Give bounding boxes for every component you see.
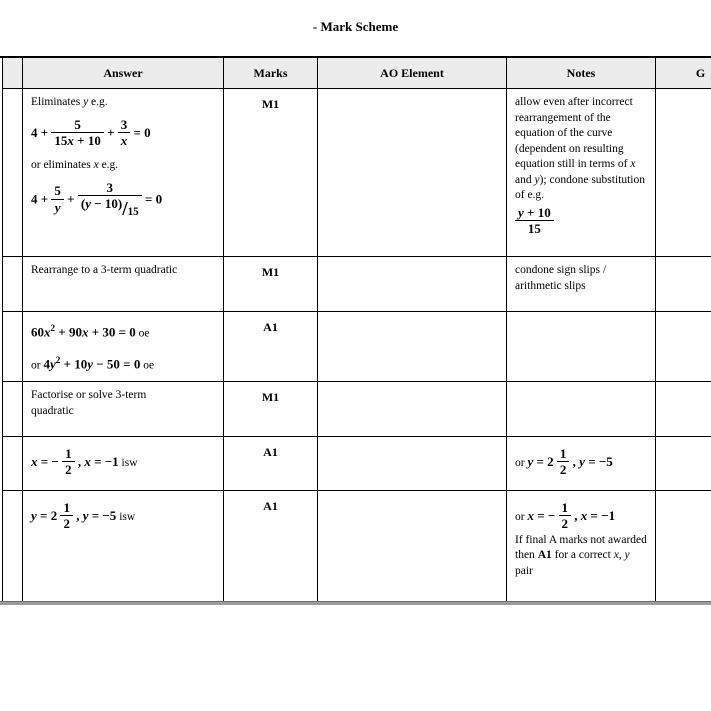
cell-r6-stub xyxy=(3,491,23,604)
header-ao-element: AO Element xyxy=(318,58,507,89)
equation-eliminate-y: 4 + $\frac{5}{15x + 10}$ + $\frac{3}{x}$ = 0 xyxy=(31,116,151,148)
notes-final-marks-text: If final A marks not awarded then A1 for a correct x, y pair xyxy=(515,533,647,577)
equation-y-roots: y = 2 $\frac{1}{2}$ , y = −5 isw xyxy=(31,500,136,532)
cell-r4-stub xyxy=(3,382,23,437)
cell-r1-stub xyxy=(3,89,23,257)
cell-r6-ao xyxy=(318,491,507,604)
cell-r2-stub xyxy=(3,257,23,312)
cell-r6-notes xyxy=(507,491,656,604)
cell-r4-ao xyxy=(318,382,507,437)
table-row xyxy=(3,312,711,382)
cell-r2-notes: condone sign slips / arithmetic slips xyxy=(507,257,656,312)
cell-r3-ao xyxy=(318,312,507,382)
cell-r1-marks: M1 xyxy=(224,89,318,257)
cell-r3-answer xyxy=(23,312,224,382)
table-row xyxy=(3,257,711,312)
header-question-stub xyxy=(3,58,23,89)
cell-r5-guidance xyxy=(656,437,711,491)
cell-r1-answer xyxy=(23,89,224,257)
cell-r5-answer xyxy=(23,437,224,491)
cell-r6-guidance xyxy=(656,491,711,604)
equation-x-roots: x = − $\frac{1}{2}$ , x = −1 isw xyxy=(31,446,138,478)
cell-r5-ao xyxy=(318,437,507,491)
notes-x-roots: or x = − $\frac{1}{2}$ , x = −1 xyxy=(515,500,616,532)
cell-r2-marks: M1 xyxy=(224,257,318,312)
table-row xyxy=(3,89,711,257)
notes-text: allow even after incorrect rearrangement of the equation of the curve (dependent on resulting equation still in terms of x and y); condone substitution of e.g. xyxy=(515,96,646,202)
header-notes: Notes xyxy=(507,58,656,89)
header-marks: Marks xyxy=(224,58,318,89)
cell-r3-guidance xyxy=(656,312,711,382)
table-row xyxy=(3,491,711,604)
answer-text-line: or eliminates x e.g. xyxy=(31,159,119,172)
cell-r3-stub xyxy=(3,312,23,382)
cell-r1-guidance xyxy=(656,89,711,257)
table-bottom-rule xyxy=(0,601,711,605)
cell-r4-answer: Factorise or solve 3-term quadratic xyxy=(23,382,224,437)
cell-r5-notes xyxy=(507,437,656,491)
table-header-row xyxy=(3,58,711,89)
table-row xyxy=(3,382,711,437)
notes-y-roots: or y = 2 $\frac{1}{2}$ , y = −5 xyxy=(515,446,613,478)
mark-scheme-table xyxy=(2,58,711,604)
equation-quadratic-y: or $4y^2 + 10y - 50 = 0$ oe xyxy=(31,354,155,372)
table-row xyxy=(3,437,711,491)
page-title: - Mark Scheme xyxy=(312,19,399,34)
cell-r5-stub xyxy=(3,437,23,491)
cell-r1-notes xyxy=(507,89,656,257)
cell-r3-marks: A1 xyxy=(224,312,318,382)
notes-fraction: $\frac{y + 10}{15}$ xyxy=(515,206,647,238)
cell-r2-ao xyxy=(318,257,507,312)
cell-r4-marks: M1 xyxy=(224,382,318,437)
header-answer: Answer xyxy=(23,58,224,89)
cell-r1-ao xyxy=(318,89,507,257)
cell-r2-guidance xyxy=(656,257,711,312)
equation-quadratic-x: $60x^2 + 90x + 30 = 0$ oe xyxy=(31,323,150,340)
answer-text-line: Eliminates y e.g. xyxy=(31,96,108,108)
cell-r4-notes xyxy=(507,382,656,437)
cell-r2-answer: Rearrange to a 3-term quadratic xyxy=(23,257,224,312)
equation-eliminate-x: 4 + $\frac{5}{y}$ + $\frac{3}{(y - 10)/15}$ = 0 xyxy=(31,179,163,220)
cell-r6-marks: A1 xyxy=(224,491,318,604)
cell-r6-answer xyxy=(23,491,224,604)
cell-r5-marks: A1 xyxy=(224,437,318,491)
cell-r3-notes xyxy=(507,312,656,382)
cell-r4-guidance xyxy=(656,382,711,437)
header-guidance: G xyxy=(656,58,711,89)
